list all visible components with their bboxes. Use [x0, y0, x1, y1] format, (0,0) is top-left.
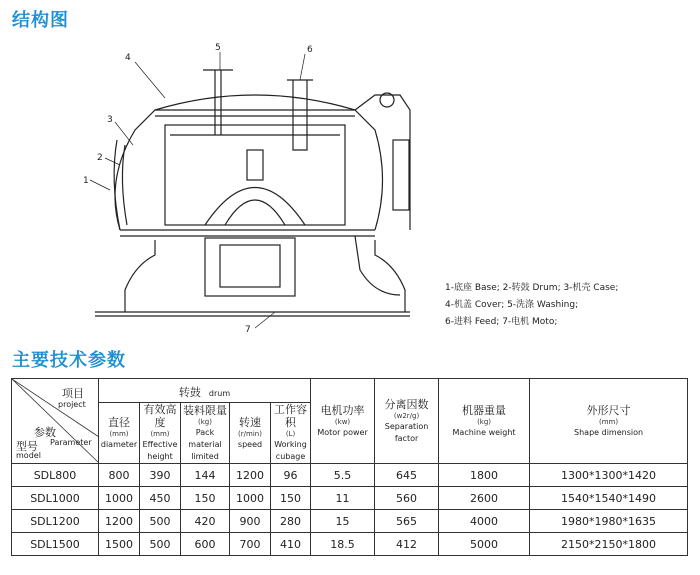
cell-motor-power: 11	[311, 487, 375, 510]
callout-5: 5	[215, 43, 221, 53]
cell-motor-power: 15	[311, 510, 375, 533]
legend-line-3: 6-进料 Feed; 7-电机 Moto;	[445, 317, 558, 327]
legend-line-2: 4-机盖 Cover; 5-洗涤 Washing;	[445, 300, 579, 310]
cell-separation-factor: 560	[375, 487, 439, 510]
header-effective-height: 有效高度 (mm) Effective height	[140, 403, 181, 464]
cell-pack-limit: 420	[181, 510, 230, 533]
row-model: SDL1000	[12, 487, 99, 510]
corner-item-en: project	[58, 400, 86, 409]
cell-effective-height: 450	[140, 487, 181, 510]
row-model: SDL800	[12, 464, 99, 487]
callout-1: 1	[83, 176, 89, 186]
table-row	[12, 510, 688, 533]
cell-motor-power: 5.5	[311, 464, 375, 487]
header-separation-factor: 分离因数 (w2r/g) Separation factor	[375, 379, 439, 464]
row-model: SDL1500	[12, 533, 99, 556]
cell-separation-factor: 645	[375, 464, 439, 487]
table-row	[12, 464, 688, 487]
callout-6: 6	[307, 45, 313, 55]
table-corner-cell	[12, 379, 99, 464]
corner-param-en: Parameter	[50, 438, 92, 447]
cell-machine-weight: 1800	[439, 464, 530, 487]
cell-machine-weight: 5000	[439, 533, 530, 556]
header-shape-dimension: 外形尺寸 (mm) Shape dimension	[530, 379, 688, 464]
cell-working-cubage: 410	[271, 533, 311, 556]
cell-motor-power: 18.5	[311, 533, 375, 556]
cell-shape-dimension: 1300*1300*1420	[530, 464, 688, 487]
header-diameter: 直径 (mm) diameter	[99, 403, 140, 464]
legend-line-1: 1-底座 Base; 2-转鼓 Drum; 3-机壳 Case;	[445, 283, 619, 293]
header-pack-limit: 装料限量 (kg) Pack material limited	[181, 403, 230, 464]
table-row	[12, 533, 688, 556]
cell-pack-limit: 600	[181, 533, 230, 556]
cell-machine-weight: 2600	[439, 487, 530, 510]
cell-machine-weight: 4000	[439, 510, 530, 533]
corner-item-zh: 项目	[62, 387, 84, 400]
cell-effective-height: 500	[140, 533, 181, 556]
cell-working-cubage: 96	[271, 464, 311, 487]
header-working-cubage: 工作容积 (L) Working cubage	[271, 403, 311, 464]
corner-param-zh: 参数	[34, 426, 56, 439]
drum-group-en: drum	[208, 389, 231, 398]
callout-3: 3	[107, 115, 113, 125]
corner-model-zh: 型号	[16, 440, 38, 453]
corner-model-en: model	[16, 451, 41, 460]
cell-pack-limit: 150	[181, 487, 230, 510]
cell-effective-height: 390	[140, 464, 181, 487]
header-speed: 转速 (r/min) speed	[230, 403, 271, 464]
cell-working-cubage: 150	[271, 487, 311, 510]
cell-speed: 1000	[230, 487, 271, 510]
spec-table	[11, 378, 688, 556]
cell-speed: 700	[230, 533, 271, 556]
table-row	[12, 487, 688, 510]
cell-diameter: 800	[99, 464, 140, 487]
cell-pack-limit: 144	[181, 464, 230, 487]
cell-shape-dimension: 1540*1540*1490	[530, 487, 688, 510]
cell-diameter: 1200	[99, 510, 140, 533]
callout-4: 4	[125, 53, 131, 63]
structure-section-title: 结构图	[12, 10, 69, 31]
drum-group-zh: 转鼓	[178, 386, 201, 399]
header-machine-weight: 机器重量 (kg) Machine weight	[439, 379, 530, 464]
centrifuge-structure-drawing	[75, 40, 435, 340]
row-model: SDL1200	[12, 510, 99, 533]
cell-effective-height: 500	[140, 510, 181, 533]
cell-speed: 1200	[230, 464, 271, 487]
cell-separation-factor: 565	[375, 510, 439, 533]
cell-separation-factor: 412	[375, 533, 439, 556]
callout-2: 2	[97, 153, 103, 163]
cell-speed: 900	[230, 510, 271, 533]
cell-diameter: 1000	[99, 487, 140, 510]
drum-group-header	[99, 379, 311, 403]
cell-shape-dimension: 1980*1980*1635	[530, 510, 688, 533]
header-motor-power: 电机功率 (kw) Motor power	[311, 379, 375, 464]
cell-shape-dimension: 2150*2150*1800	[530, 533, 688, 556]
specs-section-title: 主要技术参数	[12, 350, 126, 371]
cell-diameter: 1500	[99, 533, 140, 556]
cell-working-cubage: 280	[271, 510, 311, 533]
callout-7: 7	[245, 325, 251, 335]
